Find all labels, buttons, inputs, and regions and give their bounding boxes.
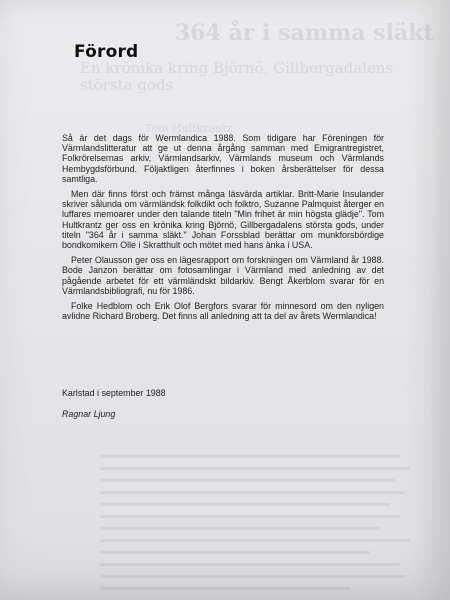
bleed-through-text-block bbox=[100, 455, 420, 599]
page-title: Förord bbox=[74, 42, 139, 63]
foreword-body bbox=[62, 133, 384, 326]
bleed-through-heading: 364 år i samma släkt bbox=[175, 20, 434, 46]
paragraph: Peter Olausson ger oss en lägesrapport om forskningen om Värmland år 1988. Bode Janzon berättar om fotosamlingar i Värmland med anledning av det pågående arbetet för ett värmländskt bildarkiv. Bengt Åkerblom svarar för en Värmlandsbibliografi, nu för 1986. bbox=[62, 255, 384, 296]
paragraph: Folke Hedblom och Erik Olof Bergfors svarar för minnesord om den nyligen avlidne Richard Broberg. Det finns all anledning att ta del av årets Wermlandica! bbox=[62, 301, 384, 322]
bleed-through-author: Tom Hultkrantz bbox=[145, 122, 233, 135]
bleed-through-subtitle: En krönika kring Björnö, Gillbergadalens största gods bbox=[80, 59, 394, 94]
paragraph: Så är det dags för Wermlandica 1988. Som tidigare har Föreningen för Värmlandslitteratur att ge ut denna årgång samman med Emigrantregistret, Folkrörelsernas arkiv, Värmlandsarkiv, Värmlands museum och Värmlands Hembygdsförbund. Följaktligen återfinnes i boken årsberättelser för dessa samtliga. bbox=[62, 133, 384, 184]
paragraph: Men där finns först och främst många läsvärda artiklar. Britt-Marie Insulander skriver sålunda om värmländsk folkdikt och folktro, Suzanne Palmquist återger en luffares memoarer under den talande titeln "Min frihet är min högsta glädje". Tom Hultkrantz ger oss en krönika kring Björnö, Gillbergadalens största gods, under titeln "364 år i samma släkt." Johan Forssblad berättar om munkforsbördige bondkomikern Olle i Skratthult och mötet med hans änka i USA. bbox=[62, 189, 384, 251]
signature: Ragnar Ljung bbox=[62, 409, 116, 419]
place-date: Karlstad i september 1988 bbox=[62, 388, 166, 398]
